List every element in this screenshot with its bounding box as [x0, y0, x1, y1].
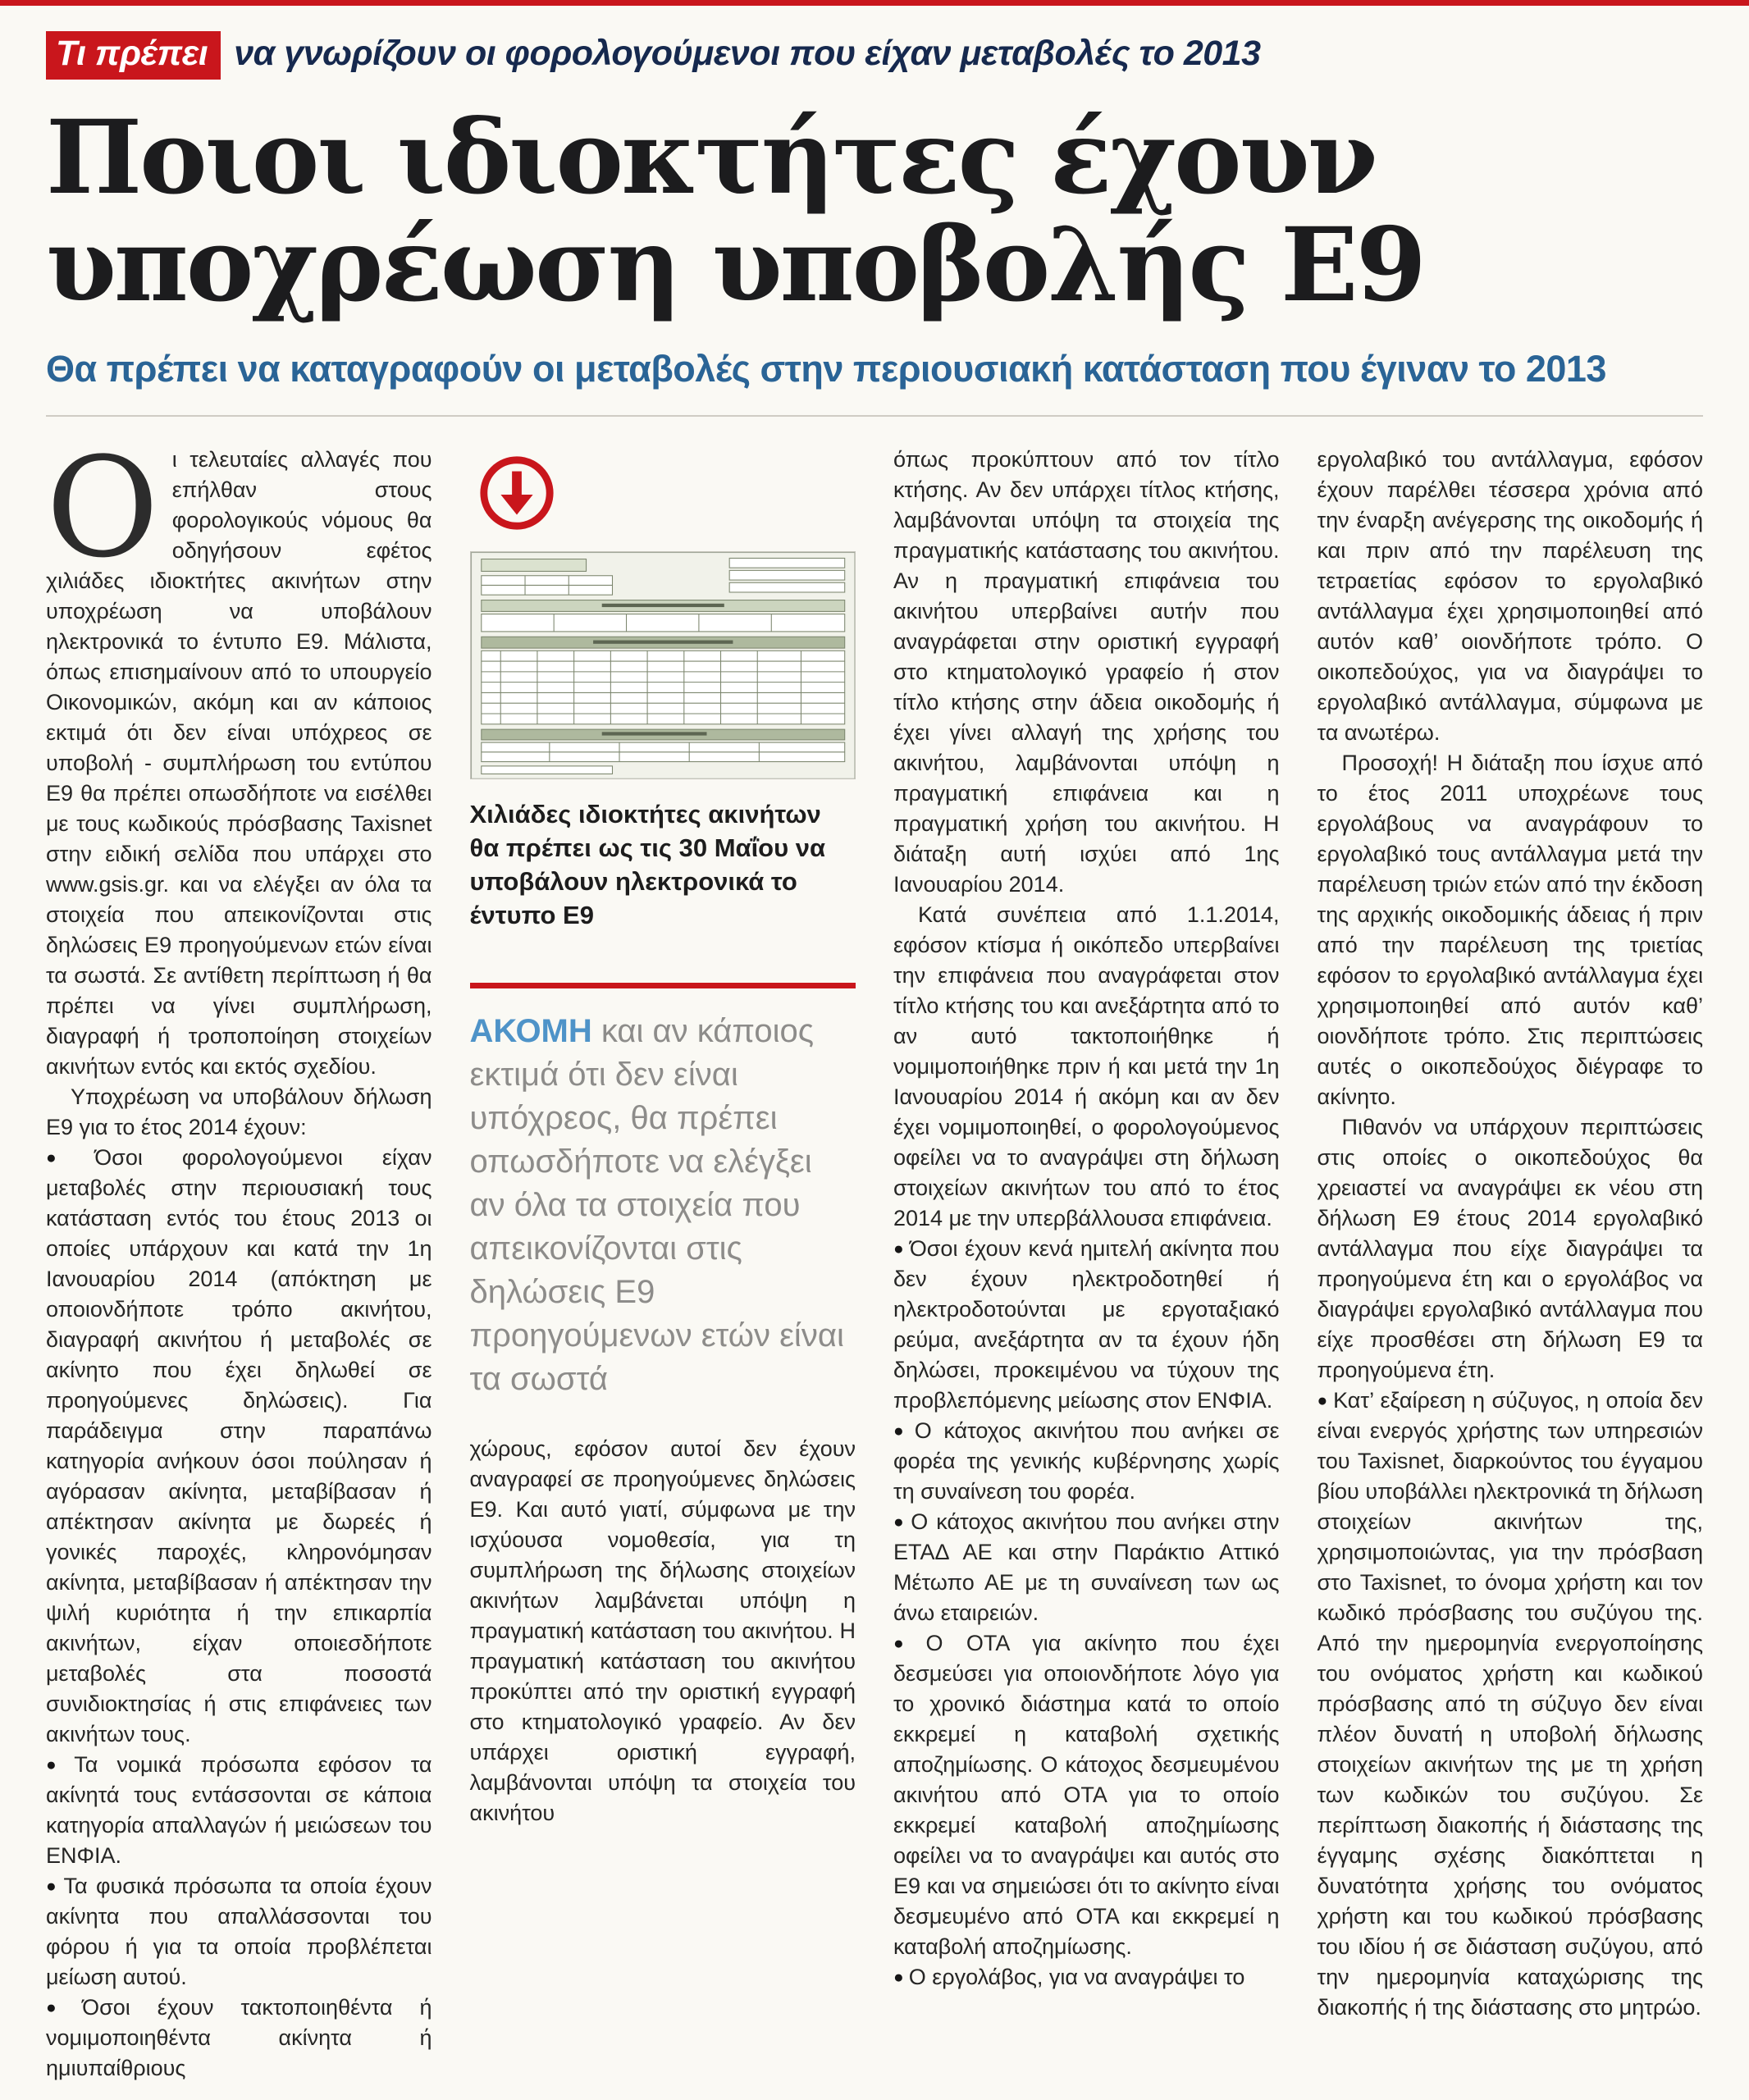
bullet-icon: ● [46, 1755, 70, 1774]
bullet-paragraph [46, 1993, 432, 2084]
bullet-paragraph [893, 1416, 1280, 1507]
paragraph-text: Τα φυσικά πρόσωπα τα οποία έχουν ακίνητα που απαλλάσσονται του φόρου ή για τα οποία προβλέπεται μείωση αυτού. [46, 1873, 432, 1989]
paragraph-text: όπως προκύπτουν από τον τίτλο κτήσης. Αν δεν υπάρχει τίτλος κτήσης, λαμβάνονται υπόψη τα στοιχεία της πραγματικής κατάστασης του ακινήτου. Αν η πραγματική επιφάνεια του ακινήτου υπερβαίνει αυτήν που αναγράφεται στην οριστική εγγραφή στο κτηματολογικό γραφείο ή στον τίτλο κτήσης στην άδεια οικοδομής ή έχει γίνει αλλαγή της χρήσης του ακινήτου, λαμβάνονται υπόψη η πραγματική επιφάνεια και η πραγματική χρήση του ακινήτου. Η διάταξη αυτή ισχύει από 1ης Ιανουαρίου 2014. [893, 446, 1280, 897]
subhead: Θα πρέπει να καταγραφούν οι μεταβολές στην περιουσιακή κατάσταση που έγιναν το 2013 [46, 347, 1606, 390]
bullet-paragraph [46, 1143, 432, 1750]
download-icon-wrap [470, 445, 856, 551]
circled-down-arrow-icon [477, 453, 557, 533]
headline-line-2: υποχρέωση υποβολής Ε9 [46, 206, 1424, 326]
paragraph [46, 1082, 432, 1143]
bullet-icon: ● [893, 1421, 910, 1440]
bullet-icon: ● [893, 1512, 906, 1532]
paragraph [1317, 748, 1704, 1112]
top-red-rule [0, 0, 1749, 6]
drop-cap: Ο [46, 427, 159, 588]
paragraph [1317, 1112, 1704, 1386]
kicker-highlight: Τι πρέπει [46, 31, 221, 80]
column-3 [893, 445, 1280, 2084]
paragraph-text: ι τελευταίες αλλαγές που επήλθαν στους φορολογικούς νόμους θα οδηγήσουν εφέτος χιλιάδες ιδιοκτήτες ακινήτων στην υποχρέωση να υποβάλουν ηλεκτρονικά το έντυπο Ε9. Μάλιστα, όπως επισημαίνουν από το υπουργείο Οικονομικών, ακόμη και αν κάποιος εκτιμά ότι δεν είναι υπόχρεος σε υποβολή - συμπλήρωση του εντύπου Ε9 θα πρέπει οπωσδήποτε να εισέλθει με τους κωδικούς πρόσβασης Taxisnet στην ειδική σελίδα που υπάρχει στο www.gsis.gr. και να ελέγξει αν όλα τα στοιχεία που απεικονίζονται στις δηλώσεις Ε9 προηγούμενων ετών είναι τα σωστά. Σε αντίθετη περίπτωση ή θα πρέπει να γίνει συμπλήρωση, διαγραφή ή τροποποίηση στοιχείων ακινήτων εντός και εκτός σχεδίου. [46, 446, 432, 1079]
e9-form-image [470, 551, 856, 780]
headline-line-1: Ποιοι ιδιοκτήτες έχουν [46, 98, 1376, 217]
paragraph-text: Υποχρέωση να υποβάλουν δήλωση Ε9 για το έτος 2014 έχουν: [46, 1084, 432, 1139]
column-1 [46, 427, 432, 2084]
bullet-paragraph [46, 1871, 432, 1993]
paragraph [893, 445, 1280, 900]
article-columns [46, 427, 1703, 2084]
figure-caption: Χιλιάδες ιδιοκτήτες ακινήτων θα πρέπει ως τις 30 Μαΐου να υποβάλουν ηλεκτρονικά το έντυπο Ε9 [469, 800, 826, 930]
paragraph-text: Πιθανόν να υπάρχουν περιπτώσεις στις οποίες ο οικοπεδούχος θα χρειαστεί να αναγράψει εκ νέου στη δήλωση Ε9 έτους 2014 εργολαβικό αντάλλαγμα που είχε διαγράψει τα προηγούμενα έτη και ο εργολάβος να διαγράψει εργολαβικό αντάλλαγμα που είχε προσθέσει στη δήλωση Ε9 τα προηγούμενα έτη. [1317, 1114, 1703, 1382]
bullet-paragraph [893, 1962, 1280, 1993]
bullet-icon: ● [46, 1997, 78, 2017]
bullet-paragraph [893, 1628, 1280, 1962]
paragraph-text: Όσοι φορολογούμενοι είχαν μεταβολές στην περιουσιακή τους κατάσταση εντός του έτους 2013 οι οποίες υπάρχουν και κατά την 1η Ιανουαρίου 2014 (απόκτηση με οποιονδήποτε τρόπο ακινήτου, διαγραφή ακινήτου ή μεταβολές σε ακίνητο που έχει δηλωθεί σε προηγούμενες δηλώσεις). Για παράδειγμα στην παραπάνω κατηγορία ανήκουν όσοι πούλησαν ή αγόρασαν ακίνητα, μεταβίβασαν ή απέκτησαν ακίνητα με δωρεές ή γονικές παροχές, κληρονόμησαν ακίνητα, μεταβίβασαν ή απέκτησαν την ψιλή κυριότητα ή την επικαρπία ακινήτων, είχαν οποιεσδήποτε μεταβολές στα ποσοστά συνιδιοκτησίας ή στις επιφάνειες των ακινήτων τους. [46, 1144, 432, 1746]
paragraph [1317, 445, 1704, 748]
paragraph-text: χώρους, εφόσον αυτοί δεν έχουν αναγραφεί σε προηγούμενες δηλώσεις Ε9. Και αυτό γιατί, σύμφωνα με την ισχύουσα νομοθεσία, για τη συμπλήρωση της δήλωσης στοιχείων ακινήτων λαμβάνεται υπόψη η πραγματική κατάσταση του ακινήτου. Η πραγματική κατάσταση του ακινήτου προκύπτει από την οριστική εγγραφή στο κτηματολογικό γραφείο. Αν δεν υπάρχει οριστική εγγραφή, λαμβάνονται υπόψη τα στοιχεία του ακινήτου [469, 1436, 856, 1826]
bullet-paragraph [893, 1234, 1280, 1416]
paragraph [470, 1434, 856, 1828]
paragraph-text: Κατά συνέπεια από 1.1.2014, εφόσον κτίσμα ή οικόπεδο υπερβαίνει την επιφάνεια που αναγράφεται στον τίτλο κτήσης του και ανεξάρτητα από το αν αυτό τακτοποιήθηκε ή νομιμοποιήθηκε πριν ή και μετά την 1η Ιανουαρίου 2014 ή ακόμη και αν δεν έχει νομιμοποιηθεί, ο φορολογούμενος οφείλει να το αναγράψει στη δήλωση στοιχείων ακινήτων του από το έτος 2014 με την υπερβάλλουσα επιφάνεια. [893, 902, 1280, 1230]
bullet-paragraph [1317, 1386, 1704, 2023]
bullet-icon: ● [1317, 1390, 1329, 1410]
column-2 [470, 445, 856, 2084]
kicker-text: να γνωρίζουν οι φορολογούμενοι που είχαν μεταβολές το 2013 [234, 34, 1261, 73]
bullet-icon: ● [893, 1967, 904, 1987]
bullet-icon: ● [46, 1876, 59, 1896]
pull-quote-text: και αν κάποιος εκτιμά ότι δεν είναι υπόχρεος, θα πρέπει οπωσδήποτε να ελέγξει αν όλα τα στοιχεία που απεικονίζονται στις δηλώσεις Ε9 προηγούμενων ετών είναι τα σωστά [469, 1013, 844, 1398]
headline [46, 98, 1703, 326]
bullet-paragraph [46, 1750, 432, 1871]
opening-paragraph [46, 427, 432, 1082]
paragraph-text: Κατ’ εξαίρεση η σύζυγος, η οποία δεν είναι ενεργός χρήστης των υπηρεσιών του Taxisnet, διαρκούντος του έγγαμου βίου υποβάλλει ηλεκτρονικά τη δήλωση στοιχείων ακινήτων της, χρησιμοποιώντας, για την πρόσβαση στο Taxisnet, το όνομα χρήστη και τον κωδικό πρόσβασης του συζύγου της. Από την ημερομηνία ενεργοποίησης του ονόματος χρήστη και κωδικού πρόσβασης από τη σύζυγο δεν είναι πλέον δυνατή η υποβολή δήλωσης στοιχείων ακινήτων της με τη χρήση των κωδικών του συζύγου. Σε περίπτωση διακοπής ή διάστασης της έγγαμης σχέσης διακόπτεται η δυνατότητα χρήσης του ονόματος χρήστη και του κωδικού πρόσβασης του ιδίου ή σε διάσταση συζύγου, από την ημερομηνία καταχώρισης της διακοπής ή της διάστασης στο μητρώο. [1317, 1387, 1703, 2020]
paragraph-text: Ο εργολάβος, για να αναγράψει το [908, 1964, 1245, 1989]
paragraph-text: Τα νομικά πρόσωπα εφόσον τα ακίνητά τους εντάσσονται σε κάποια κατηγορία απαλλαγών ή μειώσεων του ΕΝΦΙΑ. [46, 1751, 432, 1868]
bullet-icon: ● [46, 1148, 90, 1167]
paragraph-text: Ο κάτοχος ακινήτου που ανήκει σε φορέα της γενικής κυβέρνησης χωρίς τη συναίνεση του φορέα. [893, 1418, 1280, 1504]
paragraph [893, 900, 1280, 1234]
kicker [46, 31, 1703, 80]
article-figure [470, 445, 856, 933]
bullet-icon: ● [893, 1239, 905, 1258]
bullet-paragraph [893, 1507, 1280, 1628]
pull-quote-lead: ΑΚΟΜΗ [469, 1013, 592, 1050]
paragraph-text: Προσοχή! Η διάταξη που ίσχυε από το έτος 2011 υποχρέωνε τους εργολάβους να αναγράφουν το εργολαβικό τους αντάλλαγμα μετά την παρέλευση τριών ετών από την έκδοση της αρχικής οικοδομικής άδειας ή πριν από την παρέλευση της τριετίας εφόσον το εργολαβικό αντάλλαγμα έχει χρησιμοποιηθεί από αυτόν καθ’ οιονδήποτε τρόπο. Στις περιπτώσεις αυτές ο οικοπεδούχος διέγραφε το ακίνητο. [1317, 750, 1703, 1109]
paragraph-text: Όσοι έχουν κενά ημιτελή ακίνητα που δεν έχουν ηλεκτροδοτηθεί ή ηλεκτροδοτούνται με εργοταξιακό ρεύμα, ανεξάρτητα αν τα έχουν ήδη δηλώσει, προκειμένου να τύχουν της προβλεπόμενης μείωσης στον ΕΝΦΙΑ. [893, 1235, 1280, 1413]
pull-quote [470, 983, 856, 1401]
column-4 [1317, 445, 1704, 2084]
paragraph-text: Όσοι έχουν τακτοποιηθέντα ή νομιμοποιηθέντα ακίνητα ή ημιυπαίθριους [46, 1994, 432, 2080]
divider-rule [46, 415, 1703, 417]
paragraph-text: Ο ΟΤΑ για ακίνητο που έχει δεσμεύσει για οποιονδήποτε λόγο για το χρονικό διάστημα κατά το οποίο εκκρεμεί η καταβολή σχετικής αποζημίωσης. Ο κάτοχος δεσμευμένου ακινήτου από ΟΤΑ για το οποίο εκκρεμεί καταβολή αποζημίωσης οφείλει να το αναγράψει και αυτός στο Ε9 και να σημειώσει ότι το ακίνητο είναι δεσμευμένο από ΟΤΑ και εκκρεμεί η καταβολή αποζημίωσης. [893, 1630, 1280, 1959]
bullet-icon: ● [893, 1633, 921, 1653]
paragraph-text: Ο κάτοχος ακινήτου που ανήκει στην ΕΤΑΔ ΑΕ και στην Παράκτιο Αττικό Μέτωπο ΑΕ με τη συναίνεση των ως άνω εταιρειών. [893, 1509, 1280, 1625]
paragraph-text: εργολαβικό του αντάλλαγμα, εφόσον έχουν παρέλθει τέσσερα χρόνια από την έναρξη ανέγερσης της οικοδομής ή και πριν από την παρέλευση της τετραετίας εφόσον το εργολαβικό αντάλλαγμα έχει χρησιμοποιηθεί από αυτόν καθ’ οιονδήποτε τρόπο. Ο οικοπεδούχος, για να διαγράψει το εργολαβικό αντάλλαγμα, σύμφωνα με τα ανωτέρω. [1317, 446, 1703, 745]
